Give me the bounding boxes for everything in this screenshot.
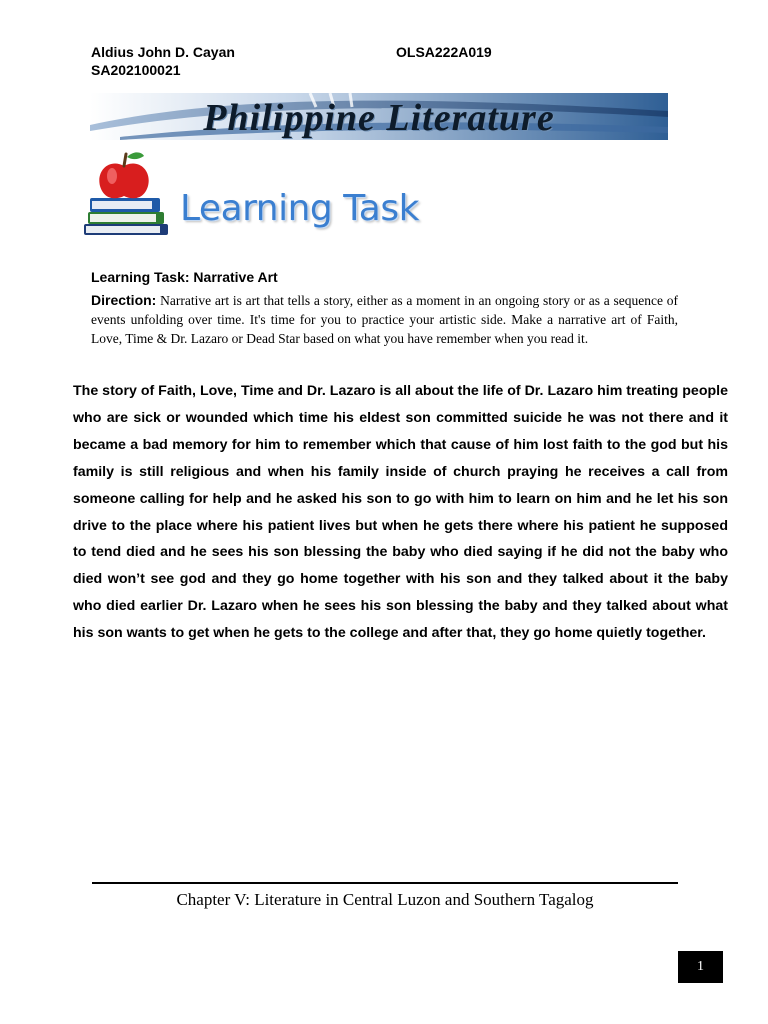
task-heading: Learning Task: Narrative Art — [91, 269, 278, 285]
essay-paragraph: The story of Faith, Love, Time and Dr. Lazaro is all about the life of Dr. Lazaro him treating people who are sick or wounded which time his eldest son committed suicide he was not there and it became a bad memory for him to remember which that cause of him lost faith to the god but his family is still religious and when his family inside of church praying he receives a call from someone calling for help and he asked his son to go with him to learn on him and he let his son drive to the place where his patient lives but when he gets there where his patient he supposed to tend died and he sees his son blessing the baby who died saying if he did not the baby who died won’t see god and they go home together with his son and they talked about it the baby who died earlier Dr. Lazaro when he sees his son blessing the baby and they talked about what his son wants to get when he gets to the college and after that, they go home quietly together. — [73, 383, 728, 642]
banner-title: Philippine Literature — [203, 97, 555, 139]
direction-text: Narrative art is art that tells a story, either as a moment in an ongoing story or as a sequence of events unfolding over time. It's time for you to practice your artistic side. Make a narrative art of Faith, Love, Time & Dr. Lazaro or Dead Star based on what you have remember when you read it. — [91, 293, 678, 346]
learning-task-title: Learning Task — [180, 188, 419, 229]
section-code: OLSA222A019 — [396, 44, 492, 60]
footer-chapter: Chapter V: Literature in Central Luzon and Southern Tagalog — [176, 890, 594, 909]
direction-paragraph — [91, 291, 678, 348]
page-number: 1 — [678, 951, 723, 983]
apple-on-books-icon — [80, 148, 172, 240]
direction-label: Direction: — [91, 292, 157, 308]
student-name: Aldius John D. Cayan — [91, 44, 235, 60]
footer-divider — [92, 882, 678, 884]
student-id: SA202100021 — [91, 62, 181, 78]
philippine-literature-banner — [90, 93, 668, 140]
